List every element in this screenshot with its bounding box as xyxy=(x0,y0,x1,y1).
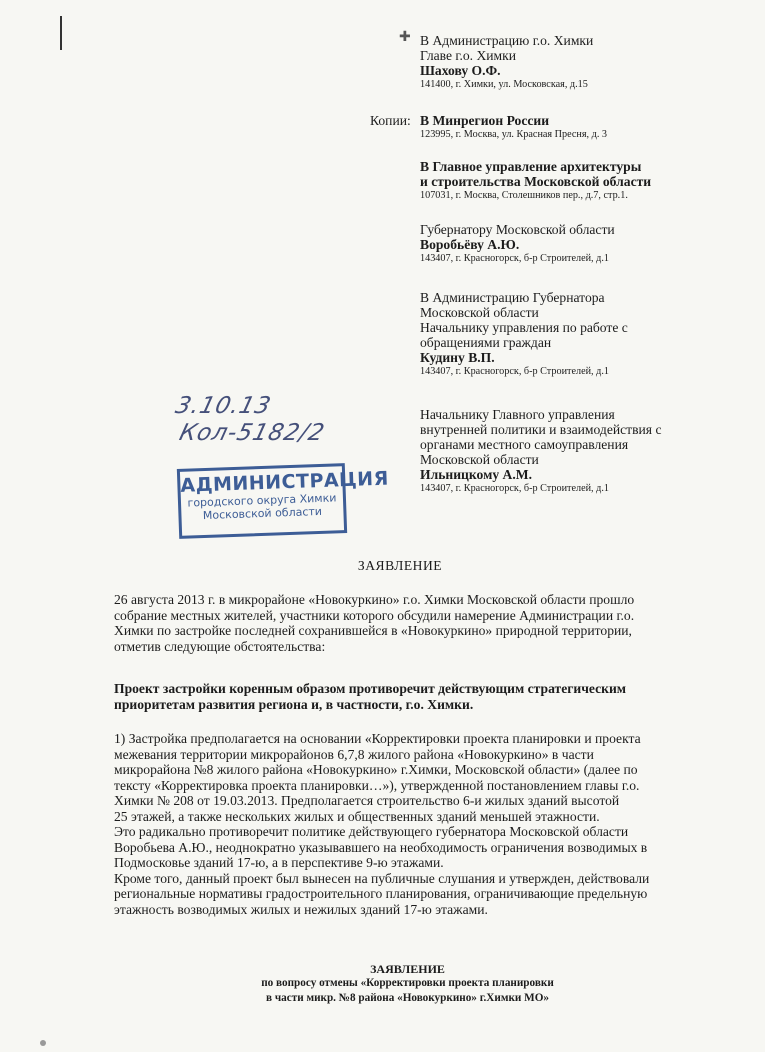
recipient-line: и строительства Московской области xyxy=(420,174,652,189)
recipient-line: В Администрацию Губернатора xyxy=(420,290,605,305)
recipient-address: 143407, г. Красногорск, б-р Строителей, д.1 xyxy=(420,483,609,494)
stamp-title: АДМИНИСТРАЦИЯ xyxy=(180,467,390,497)
text-line: Это радикально противоречит политике действующего губернатора Московской области xyxy=(114,824,629,839)
recipient-line: Главе г.о. Химки xyxy=(420,48,517,63)
recipient-name: Воробьёву А.Ю. xyxy=(420,237,520,252)
text-line: Химки по застройке последней сохранившейся в «Новокуркино» природной территории, xyxy=(114,623,632,638)
registration-stamp xyxy=(177,463,390,539)
text-line: межевания территории микрорайонов 6,7,8 жилого района «Новокуркино» в части xyxy=(114,746,594,762)
thesis-paragraph xyxy=(114,681,708,712)
recipient-gu-internal-policy xyxy=(420,407,661,495)
page-footer xyxy=(0,962,765,1006)
text-line: этажность возводимых жилых и нежилых зданий 17-ю этажами. xyxy=(114,901,488,917)
text-line: Химки № 208 от 19.03.2013. Предполагается строительство 6-и жилых зданий высотой xyxy=(114,793,620,808)
handwritten-reg-number: Кол-5182/2 xyxy=(176,420,328,446)
recipient-gu-architecture xyxy=(420,159,651,202)
recipient-line: В Минрегион России xyxy=(420,113,550,128)
recipient-khimki-admin xyxy=(420,33,593,91)
text-line: Подмосковье зданий 17-ю, а в перспективе 9-ю этажами. xyxy=(114,855,444,870)
recipient-name: Ильницкому А.М. xyxy=(420,467,532,482)
recipient-name: Шахову О.Ф. xyxy=(420,63,501,78)
footer-title: ЗАЯВЛЕНИЕ xyxy=(370,962,445,976)
pen-mark-icon: ✚ xyxy=(399,29,411,45)
recipient-line: Московской области xyxy=(420,305,539,320)
recipient-line: внутренней политики и взаимодействия с xyxy=(420,422,662,437)
recipient-line: обращениями граждан xyxy=(420,335,552,350)
intro-paragraph xyxy=(114,592,708,654)
stamp-line: городского округа Химки xyxy=(187,491,337,510)
recipient-address: 141400, г. Химки, ул. Московская, д.15 xyxy=(420,79,588,90)
recipient-address: 123995, г. Москва, ул. Красная Пресня, д. 3 xyxy=(420,129,608,140)
text-line: 26 августа 2013 г. в микрорайоне «Новокуркино» г.о. Химки Московской области прошло xyxy=(114,592,635,607)
text-line: Воробьева А.Ю., неоднократно указывавшего на необходимость ограничения возводимых в xyxy=(114,839,648,855)
recipient-line: В Администрацию г.о. Химки xyxy=(420,33,594,48)
recipient-line: Начальнику Главного управления xyxy=(420,407,615,422)
text-line: приоритетам развития региона и, в частности, г.о. Химки. xyxy=(114,696,474,712)
recipient-line: В Главное управление архитектуры xyxy=(420,159,642,174)
recipient-minregion xyxy=(420,113,607,141)
recipient-governor xyxy=(420,222,615,265)
text-line: 1) Застройка предполагается на основании «Корректировки проекта планировки и проекта xyxy=(114,731,641,746)
point-1-paragraph xyxy=(114,731,708,917)
scan-corner-mark xyxy=(40,1040,46,1046)
text-line: Кроме того, данный проект был вынесен на публичные слушания и утвержден, действовали xyxy=(114,870,650,886)
recipient-name: Кудину В.П. xyxy=(420,350,495,365)
text-line: микрорайона №8 жилого района «Новокуркино» г.Химки, Московской области» (далее по xyxy=(114,762,638,777)
handwritten-date: 3.10.13 xyxy=(172,393,275,419)
recipient-line: Начальнику управления по работе с xyxy=(420,320,628,335)
stamp-line: Московской области xyxy=(202,504,323,523)
text-line: отметив следующие обстоятельства: xyxy=(114,638,326,654)
text-line: региональные нормативы градостроительного планирования, ограничивающие предельную xyxy=(114,886,648,901)
text-line: 25 этажей, а также нескольких жилых и общественных зданий меньшей этажности. xyxy=(114,808,600,824)
recipient-address: 143407, г. Красногорск, б-р Строителей, д.1 xyxy=(420,253,609,264)
recipient-address: 107031, г. Москва, Столешников пер., д.7, стр.1. xyxy=(420,190,628,201)
text-line: тексту «Корректировка проекта планировки…»), утвержденной постановлением главы г.о. xyxy=(114,777,640,793)
footer-line: в части микр. №8 района «Новокуркино» г.Химки МО» xyxy=(266,992,549,1004)
document-heading: ЗАЯВЛЕНИЕ xyxy=(357,558,443,573)
scan-margin-mark xyxy=(60,16,62,50)
recipient-address: 143407, г. Красногорск, б-р Строителей, д.1 xyxy=(420,366,609,377)
recipient-line: Московской области xyxy=(420,452,539,467)
recipient-line: органами местного самоуправления xyxy=(420,437,629,452)
recipient-governor-admin xyxy=(420,290,628,378)
copies-label: Копии: xyxy=(370,113,411,128)
text-line: Проект застройки коренным образом противоречит действующим стратегическим xyxy=(114,681,627,696)
recipient-line: Губернатору Московской области xyxy=(420,222,615,237)
footer-line: по вопросу отмены «Корректировки проекта планировки xyxy=(261,977,554,989)
text-line: собрание местных жителей, участники которого обсудили намерение Администрации г.о. xyxy=(114,607,635,623)
